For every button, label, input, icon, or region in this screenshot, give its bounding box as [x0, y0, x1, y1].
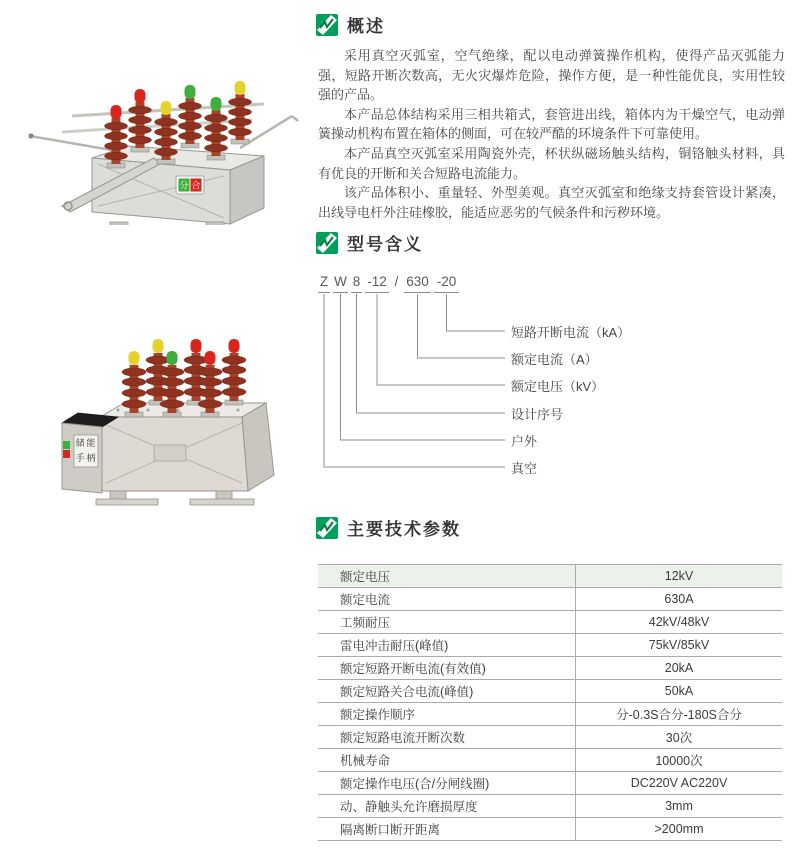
- photo-breaker-1: [26, 40, 300, 225]
- storage-handle-label: [74, 435, 98, 467]
- model-label: 额定电压（kV）: [511, 379, 605, 394]
- model-diagram: [318, 273, 785, 485]
- table-row: [318, 749, 782, 772]
- table-row: [318, 565, 782, 588]
- svg-text:柄: 柄: [86, 453, 96, 463]
- sign-open-char: 分: [179, 180, 189, 191]
- overview-paragraph: 该产品体积小、重量轻、外型美观。真空灭弧室和绝缘支持套管设计紧凑，出线导电杆外注硅橡胶，能适应恶劣的气候条件和污秽环境。: [318, 185, 785, 220]
- model-code-token: 8: [351, 273, 362, 293]
- table-row: [318, 795, 782, 818]
- section-model-header: [316, 230, 423, 255]
- spec-label-cell: 工频耐压: [318, 611, 576, 634]
- spec-value-cell: DC220V AC220V: [576, 772, 783, 795]
- svg-text:能: 能: [86, 438, 96, 448]
- model-label: 设计序号: [511, 407, 564, 422]
- section-specs-header: [316, 515, 461, 540]
- spec-value-cell: 10000次: [576, 749, 783, 772]
- pulse-icon: [316, 232, 338, 254]
- spec-label-cell: 额定短路开断电流(有效值): [318, 657, 576, 680]
- spec-value-cell: 20kA: [576, 657, 783, 680]
- spec-value-cell: 12kV: [576, 565, 783, 588]
- table-row: [318, 726, 782, 749]
- spec-label-cell: 额定操作顺序: [318, 703, 576, 726]
- spec-label-cell: 隔离断口断开距离: [318, 818, 576, 841]
- overview-paragraph: 本产品总体结构采用三相共箱式，套管进出线，箱体内为干燥空气，电动弹簧操动机构布置在箱体的侧面，可在较严酷的环境条件下可靠使用。: [318, 106, 785, 142]
- table-row: [318, 657, 782, 680]
- table-row: [318, 680, 782, 703]
- spec-value-cell: 75kV/85kV: [576, 634, 783, 657]
- table-row: [318, 634, 782, 657]
- svg-text:手: 手: [75, 453, 85, 463]
- svg-text:储: 储: [75, 438, 85, 448]
- spec-value-cell: 30次: [576, 726, 783, 749]
- spec-value-cell: 630A: [576, 588, 783, 611]
- spec-value-cell: 3mm: [576, 795, 783, 818]
- model-label: 户外: [511, 434, 538, 449]
- table-row: [318, 818, 782, 841]
- overview-paragraph: 本产品真空灭弧室采用陶瓷外壳，杯状纵磁场触头结构，铜铬触头材料，具有优良的开断和关合短路电流能力。: [318, 145, 785, 181]
- spec-label-cell: 机械寿命: [318, 749, 576, 772]
- model-code-token: Z: [318, 273, 330, 293]
- model-label: 真空: [511, 461, 538, 476]
- breaker-sign: [176, 176, 204, 194]
- model-code-token: /: [394, 274, 399, 289]
- table-row: [318, 772, 782, 795]
- section-title-model: 型号含义: [347, 235, 423, 254]
- table-row: [318, 611, 782, 634]
- photo-breaker-2: [48, 323, 286, 515]
- spec-label-cell: 额定短路关合电流(峰值): [318, 680, 576, 703]
- model-code-token: -12: [365, 273, 389, 293]
- section-title-overview: 概述: [347, 17, 385, 36]
- sign-close-char: 合: [191, 180, 201, 191]
- model-code-token: -20: [434, 273, 459, 293]
- overview-paragraph: 采用真空灭弧室，空气绝缘，配以电动弹簧操作机构，使得产品灭弧能力强，短路开断次数高，无火灾爆炸危险，操作方便，是一种性能优良，实用性较强的产品。: [318, 48, 785, 103]
- spec-label-cell: 雷电冲击耐压(峰值): [318, 634, 576, 657]
- section-overview-header: [316, 12, 385, 37]
- overview-text: [318, 46, 785, 222]
- section-title-specs: 主要技术参数: [347, 520, 461, 539]
- spec-label-cell: 额定电压: [318, 565, 576, 588]
- breaker-2-illustration: [48, 323, 286, 515]
- spec-label-cell: 额定短路电流开断次数: [318, 726, 576, 749]
- spec-value-cell: >200mm: [576, 818, 783, 841]
- spec-value-cell: 50kA: [576, 680, 783, 703]
- table-row: [318, 588, 782, 611]
- model-code-token: W: [333, 273, 348, 293]
- spec-value-cell: 42kV/48kV: [576, 611, 783, 634]
- model-label: 额定电流（A）: [511, 352, 598, 367]
- spec-label-cell: 额定电流: [318, 588, 576, 611]
- pulse-icon: [316, 14, 338, 36]
- specs-table: [318, 564, 782, 841]
- table-row: [318, 703, 782, 726]
- spec-label-cell: 额定操作电压(合/分闸线圈): [318, 772, 576, 795]
- pulse-icon: [316, 517, 338, 539]
- breaker-1-illustration: [26, 40, 300, 225]
- model-code-token: 630: [404, 273, 431, 293]
- spec-value-cell: 分-0.3S合分-180S合分: [576, 703, 783, 726]
- spec-label-cell: 动、静触头允许磨损厚度: [318, 795, 576, 818]
- model-label: 短路开断电流（kA）: [511, 325, 631, 340]
